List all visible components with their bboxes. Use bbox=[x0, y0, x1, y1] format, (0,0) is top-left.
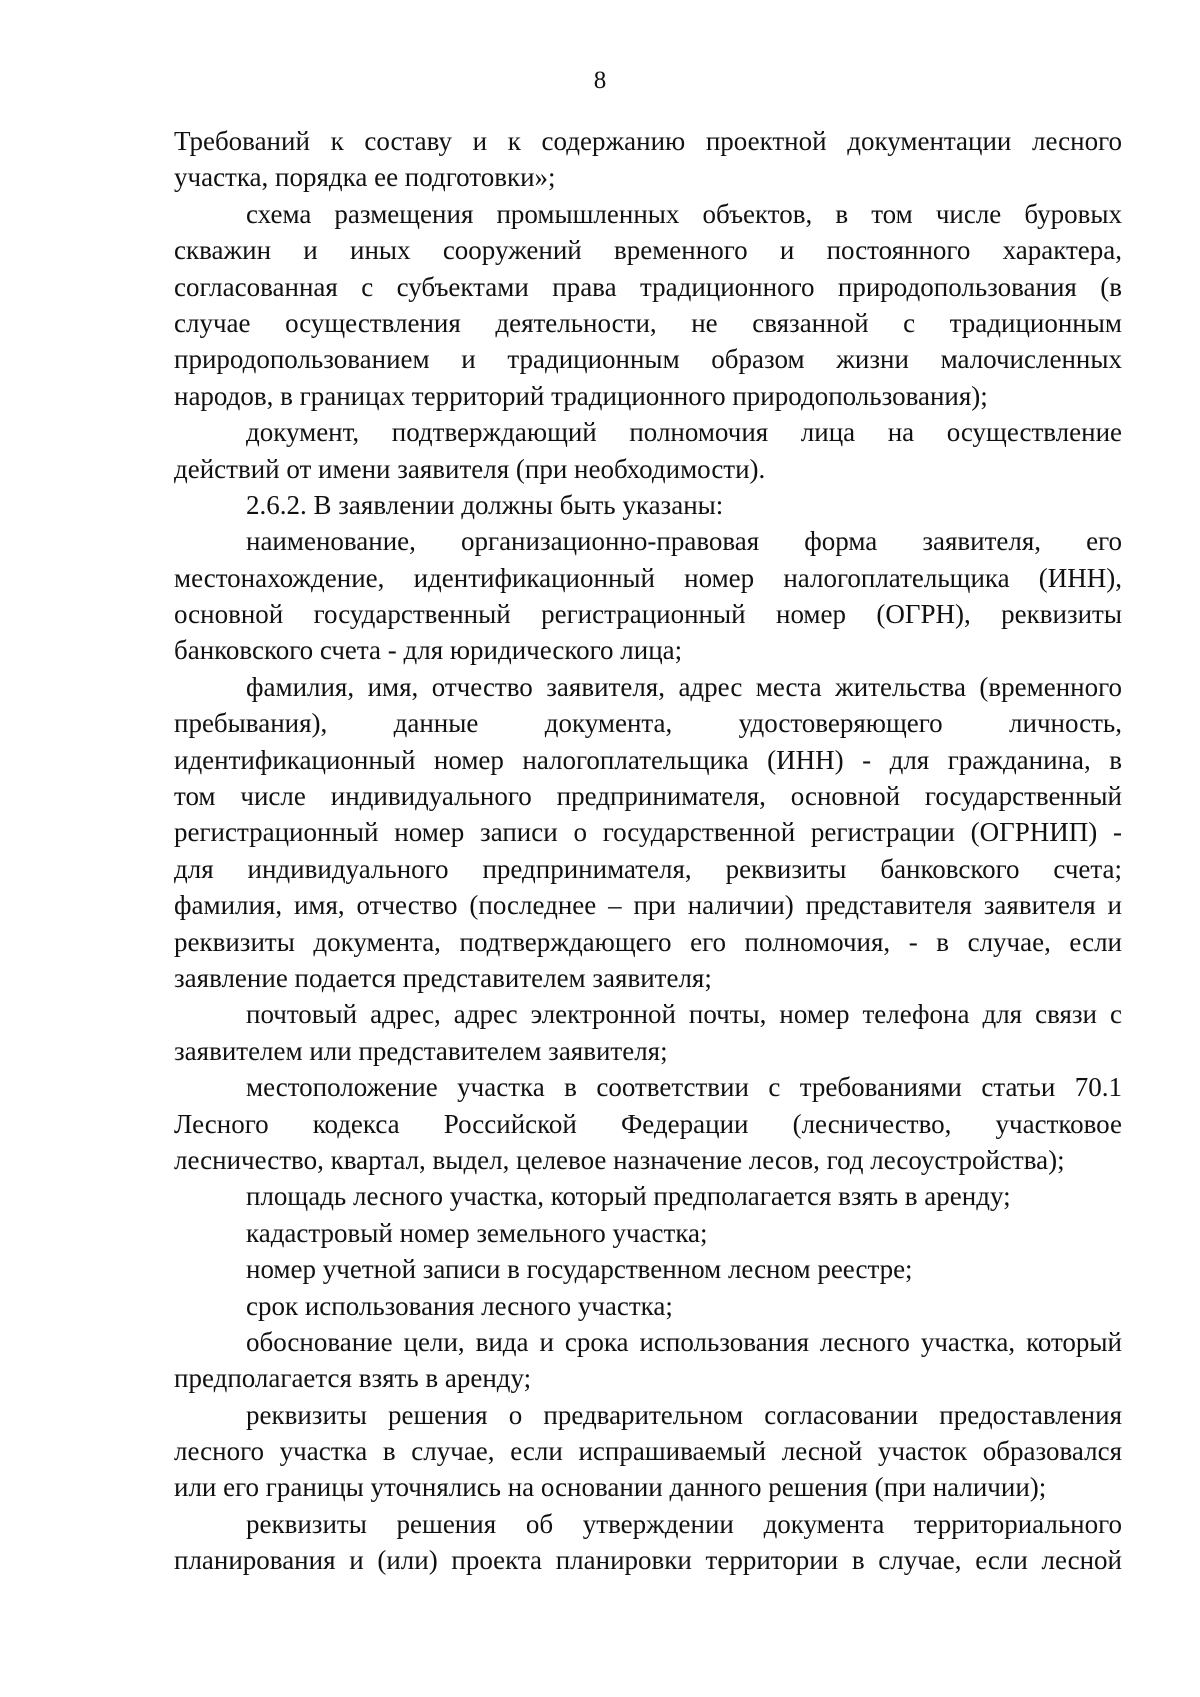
text-line: реквизиты решения об утверждении документа территориального bbox=[246, 1508, 1122, 1539]
text-line: местонахождение, идентификационный номер налогоплательщика (ИНН), bbox=[174, 562, 1122, 593]
paragraph bbox=[174, 1251, 1122, 1287]
text-line: наименование, организационно-правовая форма заявителя, его bbox=[246, 526, 1122, 557]
paragraph bbox=[174, 996, 1122, 1069]
text-line: 2.6.2. В заявлении должны быть указаны: bbox=[246, 489, 724, 520]
text-line: или его границы уточнялись на основании данного решения (при наличии); bbox=[174, 1472, 1047, 1503]
text-line: основной государственный регистрационный номер (ОГРН), реквизиты bbox=[174, 599, 1122, 630]
paragraph bbox=[174, 1215, 1122, 1251]
paragraph bbox=[174, 1397, 1122, 1506]
text-line: природопользованием и традиционным образом жизни малочисленных bbox=[174, 344, 1122, 375]
text-line: Требований к составу и к содержанию проектной документации лесного bbox=[174, 126, 1122, 156]
text-line: схема размещения промышленных объектов, в том числе буровых bbox=[246, 198, 1122, 229]
text-line: планирования и (или) проекта планировки территории в случае, если лесной bbox=[174, 1545, 1122, 1576]
text-line: местоположение участка в соответствии с требованиями статьи 70.1 bbox=[246, 1072, 1122, 1103]
text-line: заявление подается представителем заявителя; bbox=[174, 962, 712, 993]
text-line: заявителем или представителем заявителя; bbox=[174, 1035, 668, 1066]
paragraph bbox=[174, 1069, 1122, 1178]
text-line: идентификационный номер налогоплательщика (ИНН) - для гражданина, в bbox=[174, 744, 1122, 775]
document-body bbox=[174, 123, 1122, 1579]
text-line: реквизиты решения о предварительном согласовании предоставления bbox=[246, 1399, 1122, 1430]
text-line: для индивидуального предпринимателя, реквизиты банковского счета; bbox=[174, 853, 1122, 884]
paragraph bbox=[174, 123, 1122, 196]
text-line: лесничество, квартал, выдел, целевое назначение лесов, год лесоустройства); bbox=[174, 1144, 1065, 1175]
text-line: банковского счета - для юридического лица; bbox=[174, 635, 683, 666]
text-line: площадь лесного участка, который предполагается взять в аренду; bbox=[246, 1181, 1011, 1212]
text-line: народов, в границах территорий традиционного природопользования); bbox=[174, 380, 988, 411]
text-line: почтовый адрес, адрес электронной почты, номер телефона для связи с bbox=[246, 999, 1122, 1030]
paragraph bbox=[174, 1506, 1122, 1579]
text-line: срок использования лесного участка; bbox=[246, 1290, 673, 1321]
text-line: том числе индивидуального предпринимателя, основной государственный bbox=[174, 781, 1122, 812]
text-line: предполагается взять в аренду; bbox=[174, 1363, 532, 1394]
paragraph bbox=[174, 196, 1122, 414]
text-line: реквизиты документа, подтверждающего его полномочия, - в случае, если bbox=[174, 926, 1122, 957]
text-line: лесного участка в случае, если испрашиваемый лесной участок образовался bbox=[174, 1436, 1122, 1467]
text-line: случае осуществления деятельности, не связанной с традиционным bbox=[174, 307, 1122, 338]
text-line: согласованная с субъектами права традиционного природопользования (в bbox=[174, 271, 1122, 302]
text-line: Лесного кодекса Российской Федерации (лесничество, участковое bbox=[174, 1108, 1122, 1139]
page-number: 8 bbox=[593, 67, 607, 94]
text-line: документ, подтверждающий полномочия лица на осуществление bbox=[246, 417, 1122, 448]
paragraph bbox=[174, 487, 1122, 523]
paragraph bbox=[174, 414, 1122, 487]
paragraph bbox=[174, 1288, 1122, 1324]
text-line: фамилия, имя, отчество заявителя, адрес места жительства (временного bbox=[246, 671, 1122, 702]
text-line: пребывания), данные документа, удостоверяющего личность, bbox=[174, 708, 1122, 739]
text-line: участка, порядка ее подготовки»; bbox=[174, 162, 556, 193]
text-line: регистрационный номер записи о государственной регистрации (ОГРНИП) - bbox=[174, 817, 1122, 848]
text-line: номер учетной записи в государственном лесном реестре; bbox=[246, 1254, 913, 1285]
paragraph bbox=[174, 523, 1122, 669]
paragraph bbox=[174, 1324, 1122, 1397]
text-line: скважин и иных сооружений временного и постоянного характера, bbox=[174, 235, 1122, 266]
text-line: фамилия, имя, отчество (последнее – при наличии) представителя заявителя и bbox=[174, 890, 1122, 921]
paragraph bbox=[174, 669, 1122, 997]
paragraph bbox=[174, 1178, 1122, 1214]
text-line: кадастровый номер земельного участка; bbox=[246, 1217, 708, 1248]
text-line: обоснование цели, вида и срока использования лесного участка, который bbox=[246, 1326, 1122, 1357]
text-line: действий от имени заявителя (при необходимости). bbox=[174, 453, 766, 484]
